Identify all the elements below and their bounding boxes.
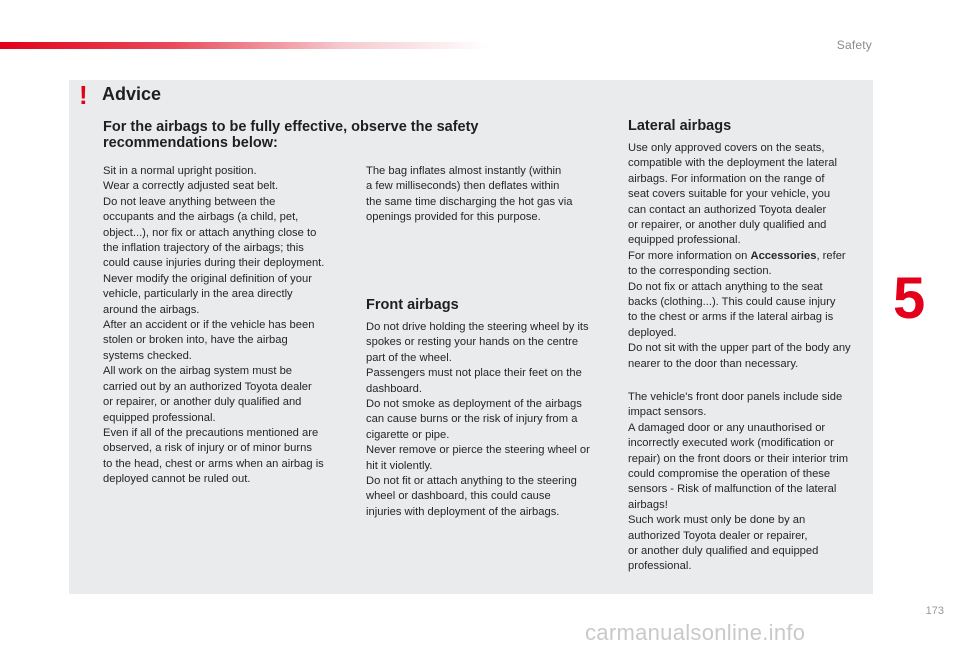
text-line: Do not smoke as deployment of the airbags <box>366 398 582 411</box>
text-line: After an accident or if the vehicle has been <box>103 319 315 332</box>
text-line: or repairer, or another duly qualified and <box>628 219 827 232</box>
text-line: equipped professional. <box>628 234 741 247</box>
page-number: 173 <box>925 605 944 617</box>
inflation-text <box>366 164 611 226</box>
accessories-reference <box>628 249 870 264</box>
text-line: the inflation trajectory of the airbags; this <box>103 242 304 255</box>
text-line: to the corresponding section. <box>628 265 772 278</box>
text-line: Do not fix or attach anything to the seat <box>628 280 823 293</box>
text-line: deployed cannot be ruled out. <box>103 473 251 486</box>
text-line: incorrectly executed work (modification or <box>628 437 834 450</box>
text-line: systems checked. <box>103 349 192 362</box>
text-line: Do not leave anything between the <box>103 195 276 208</box>
text-line: impact sensors. <box>628 406 707 419</box>
text-line: repair) on the front doors or their interior trim <box>628 452 849 465</box>
text-line: wheel or dashboard, this could cause <box>366 490 551 503</box>
text-line: Sit in a normal upright position. <box>103 165 257 177</box>
text-line: Use only approved covers on the seats, <box>628 142 825 154</box>
text-line: to the chest or arms if the lateral airbag is <box>628 311 834 324</box>
text-line: All work on the airbag system must be <box>103 365 293 378</box>
text-line: Do not drive holding the steering wheel by its <box>366 321 589 333</box>
text-line: can contact an authorized Toyota dealer <box>628 203 827 216</box>
chapter-number: 5 <box>893 266 926 331</box>
text-line: The vehicle's front door panels include side <box>628 391 843 403</box>
accessories-prefix: For more information on <box>628 249 751 262</box>
text-line: dashboard. <box>366 382 422 395</box>
lateral-text-part-b <box>628 264 870 372</box>
lateral-text-part-a <box>628 141 870 249</box>
text-line: or another duly qualified and equipped <box>628 545 819 558</box>
text-line: airbags. For information on the range of <box>628 172 825 185</box>
text-line: equipped professional. <box>103 411 216 424</box>
text-line: or repairer, or another duly qualified and <box>103 396 302 409</box>
text-line: part of the wheel. <box>366 351 452 364</box>
text-line: A damaged door or any unauthorised or <box>628 421 826 434</box>
text-line: could cause injuries during their deployment. <box>103 257 325 270</box>
text-line: backs (clothing...). This could cause injury <box>628 296 836 309</box>
text-line: spokes or resting your hands on the centre <box>366 336 579 349</box>
text-line: observed, a risk of injury or of minor burns <box>103 442 312 455</box>
text-line: seat covers suitable for your vehicle, you <box>628 188 831 201</box>
general-advice-text <box>103 164 353 488</box>
text-line: Do not fit or attach anything to the steering <box>366 475 577 488</box>
accessories-link-text: Accessories <box>750 249 817 262</box>
text-line: Such work must only be done by an <box>628 514 806 527</box>
lateral-airbags-heading: Lateral airbags <box>628 118 732 134</box>
advice-title: Advice <box>102 84 162 104</box>
text-line: sensors - Risk of malfunction of the lateral <box>628 483 837 496</box>
text-line: Even if all of the precautions mentioned are <box>103 426 319 439</box>
text-line: Passengers must not place their feet on the <box>366 367 582 380</box>
accessories-suffix: , refer <box>816 249 846 262</box>
text-line: the same time discharging the hot gas via <box>366 195 573 208</box>
text-line: to the head, chest or arms when an airbag is <box>103 457 324 470</box>
text-line: professional. <box>628 560 692 573</box>
header-accent-bar <box>0 42 490 49</box>
text-line: The bag inflates almost instantly (within <box>366 165 562 177</box>
text-line: injuries with deployment of the airbags. <box>366 505 560 518</box>
exclamation-icon: ! <box>79 80 88 110</box>
text-line: vehicle, particularly in the area directly <box>103 288 293 301</box>
text-line: hit it violently. <box>366 459 433 472</box>
text-line: carried out by an authorized Toyota dealer <box>103 380 312 393</box>
intro-heading: For the airbags to be fully effective, observe the safety recommendations below: <box>103 119 479 151</box>
text-line: occupants and the airbags (a child, pet, <box>103 211 299 224</box>
front-airbags-heading: Front airbags <box>366 297 459 313</box>
text-line: authorized Toyota dealer or repairer, <box>628 529 808 542</box>
text-line: could compromise the operation of these <box>628 468 831 481</box>
text-line: nearer to the door than necessary. <box>628 357 799 370</box>
lateral-airbags-text <box>628 141 870 372</box>
text-line: object...), nor fix or attach anything close to <box>103 226 317 239</box>
text-line: compatible with the deployment the lateral <box>628 157 837 170</box>
text-line: a few milliseconds) then deflates within <box>366 180 560 193</box>
text-line: Wear a correctly adjusted seat belt. <box>103 180 279 193</box>
watermark: carmanualsonline.info <box>585 620 806 645</box>
text-line: airbags! <box>628 498 668 511</box>
text-line: Never remove or pierce the steering wheel or <box>366 444 590 457</box>
door-sensor-text <box>628 390 870 575</box>
text-line: openings provided for this purpose. <box>366 211 541 224</box>
text-line: deployed. <box>628 326 677 339</box>
text-line: can cause burns or the risk of injury from a <box>366 413 578 426</box>
text-line: cigarette or pipe. <box>366 428 450 441</box>
text-line: Never modify the original definition of your <box>103 272 312 285</box>
section-title: Safety <box>836 38 872 52</box>
text-line: Do not sit with the upper part of the body any <box>628 342 851 355</box>
text-line: around the airbags. <box>103 303 200 316</box>
front-airbags-text <box>366 320 611 520</box>
text-line: stolen or broken into, have the airbag <box>103 334 288 347</box>
